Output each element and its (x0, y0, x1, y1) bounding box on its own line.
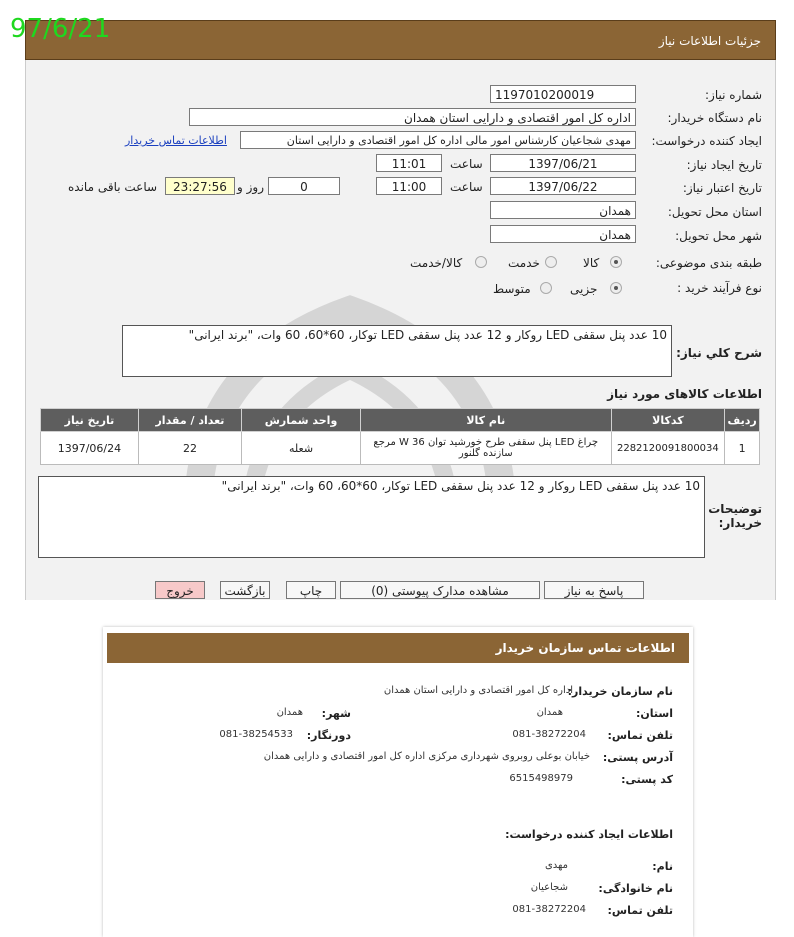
delivery-province-label: استان محل تحویل: (667, 205, 762, 219)
days-remaining-value: 0 (268, 177, 340, 195)
page-header (25, 20, 776, 60)
process-label: نوع فرآیند خرید : (677, 281, 762, 295)
contact-province-label: استان: (636, 707, 673, 720)
col-need-date: تاریخ نیاز (41, 409, 139, 432)
date-stamp: 97/6/21 (10, 14, 111, 44)
creator-name-label: نام: (652, 860, 673, 873)
col-quantity: تعداد / مقدار (138, 409, 241, 432)
category-label: طبقه بندی موضوعی: (655, 256, 762, 270)
delivery-province-value: همدان (490, 201, 636, 219)
buyer-notes-label: توضیحات خریدار: (708, 502, 762, 530)
cell-need-date: 1397/06/24 (41, 432, 139, 465)
category-radio-goods-service[interactable] (475, 256, 487, 268)
creator-section-title: اطلاعات ایجاد کننده درخواست: (505, 828, 673, 841)
category-option-service: خدمت (508, 256, 540, 270)
buyer-name-value: اداره کل امور اقتصادی و دارایی استان همدان (189, 108, 636, 126)
buyer-contact-panel (103, 627, 693, 937)
exit-button[interactable]: خروج (155, 581, 205, 599)
summary-label: شرح کلي نياز: (676, 346, 762, 360)
category-option-goods-service: کالا/خدمت (410, 256, 463, 270)
contact-panel-title: اطلاعات تماس سازمان خریدار (495, 641, 675, 655)
items-section-title: اطلاعات کالاهای مورد نیاز (607, 387, 762, 401)
created-time-value: 11:01 (376, 154, 442, 172)
created-date-value: 1397/06/21 (490, 154, 636, 172)
cell-row: 1 (725, 432, 760, 465)
contact-phone-value: 081-38272204 (512, 729, 586, 740)
created-date-label: تاریخ ایجاد نیاز: (686, 158, 762, 172)
creator-phone-label: تلفن تماس: (607, 904, 673, 917)
contact-address-value: خیابان بوعلی روبروی شهرداری مرکزی اداره کل امور اقتصادی و دارایی همدان (263, 751, 590, 762)
items-table-header (41, 409, 760, 432)
cell-quantity: 22 (138, 432, 241, 465)
cell-item-name: چراغ LED پنل سقفی طرح خورشید توان W 36 مرجع سازنده گلنور (361, 432, 612, 465)
cell-unit: شعله (242, 432, 361, 465)
days-label: روز و (237, 180, 264, 194)
need-number-label: شماره نیاز: (705, 88, 762, 102)
category-radio-service[interactable] (545, 256, 557, 268)
contact-fax-value: 081-38254533 (219, 729, 293, 740)
created-time-label: ساعت (450, 157, 483, 171)
deadline-date-value: 1397/06/22 (490, 177, 636, 195)
summary-text: 10 عدد پنل سقفی LED روکار و 12 عدد پنل سقفی LED توکار، 60*60، 60 وات، "برند ایرانی" (122, 325, 672, 377)
deadline-time-label: ساعت (450, 180, 483, 194)
deadline-label: تاریخ اعتبار نیاز: (682, 181, 762, 195)
process-radio-medium[interactable] (540, 282, 552, 294)
contact-city-value: همدان (276, 707, 303, 718)
creator-family-label: نام خانوادگی: (598, 882, 673, 895)
process-option-medium: متوسط (493, 282, 531, 296)
items-table (40, 408, 760, 465)
contact-phone-label: تلفن تماس: (607, 729, 673, 742)
col-item-name: نام کالا (361, 409, 612, 432)
creator-family-value: شجاعیان (530, 882, 568, 893)
col-row: ردیف (725, 409, 760, 432)
reply-button[interactable]: پاسخ به نیاز (544, 581, 644, 599)
page-title: جزئیات اطلاعات نیاز (658, 34, 761, 48)
contact-postal-value: 6515498979 (509, 773, 573, 784)
contact-org-value: اداره کل امور اقتصادی و دارایی استان همدان (383, 685, 573, 696)
buyer-name-label: نام دستگاه خریدار: (667, 111, 762, 125)
time-remaining-label: ساعت باقی مانده (68, 180, 158, 194)
cell-item-code: 2282120091800034 (611, 432, 725, 465)
contact-panel-header (107, 633, 689, 663)
contact-fax-label: دورنگار: (306, 729, 351, 742)
contact-city-label: شهر: (321, 707, 351, 720)
contact-province-value: همدان (536, 707, 563, 718)
requester-label: ایجاد کننده درخواست: (651, 134, 762, 148)
need-number-value: 1197010200019 (490, 85, 636, 103)
category-option-goods: کالا (583, 256, 600, 270)
process-radio-minor[interactable] (610, 282, 622, 294)
creator-name-value: مهدی (544, 860, 568, 871)
table-row (41, 432, 760, 465)
buyer-contact-link[interactable]: اطلاعات تماس خریدار (125, 134, 227, 147)
process-option-minor: جزیی (570, 282, 598, 296)
col-unit: واحد شمارش (242, 409, 361, 432)
contact-org-label: نام سازمان خریدار: (567, 685, 673, 698)
time-remaining-value: 23:27:56 (165, 177, 235, 195)
view-attachments-button[interactable]: مشاهده مدارک پیوستی (0) (340, 581, 540, 599)
delivery-city-label: شهر محل تحویل: (675, 229, 762, 243)
requester-value: مهدی شجاعیان کارشناس امور مالی اداره کل امور اقتصادی و دارایی استان (240, 131, 636, 149)
deadline-time-value: 11:00 (376, 177, 442, 195)
buyer-notes-text: 10 عدد پنل سقفی LED روکار و 12 عدد پنل سقفی LED توکار، 60*60، 60 وات، "برند ایرانی" (38, 476, 705, 558)
creator-phone-value: 081-38272204 (512, 904, 586, 915)
back-button[interactable]: بازگشت (220, 581, 270, 599)
col-item-code: کدکالا (611, 409, 725, 432)
print-button[interactable]: چاپ (286, 581, 336, 599)
delivery-city-value: همدان (490, 225, 636, 243)
contact-postal-label: کد پستی: (621, 773, 673, 786)
contact-address-label: آدرس پستی: (602, 751, 673, 764)
category-radio-goods[interactable] (610, 256, 622, 268)
